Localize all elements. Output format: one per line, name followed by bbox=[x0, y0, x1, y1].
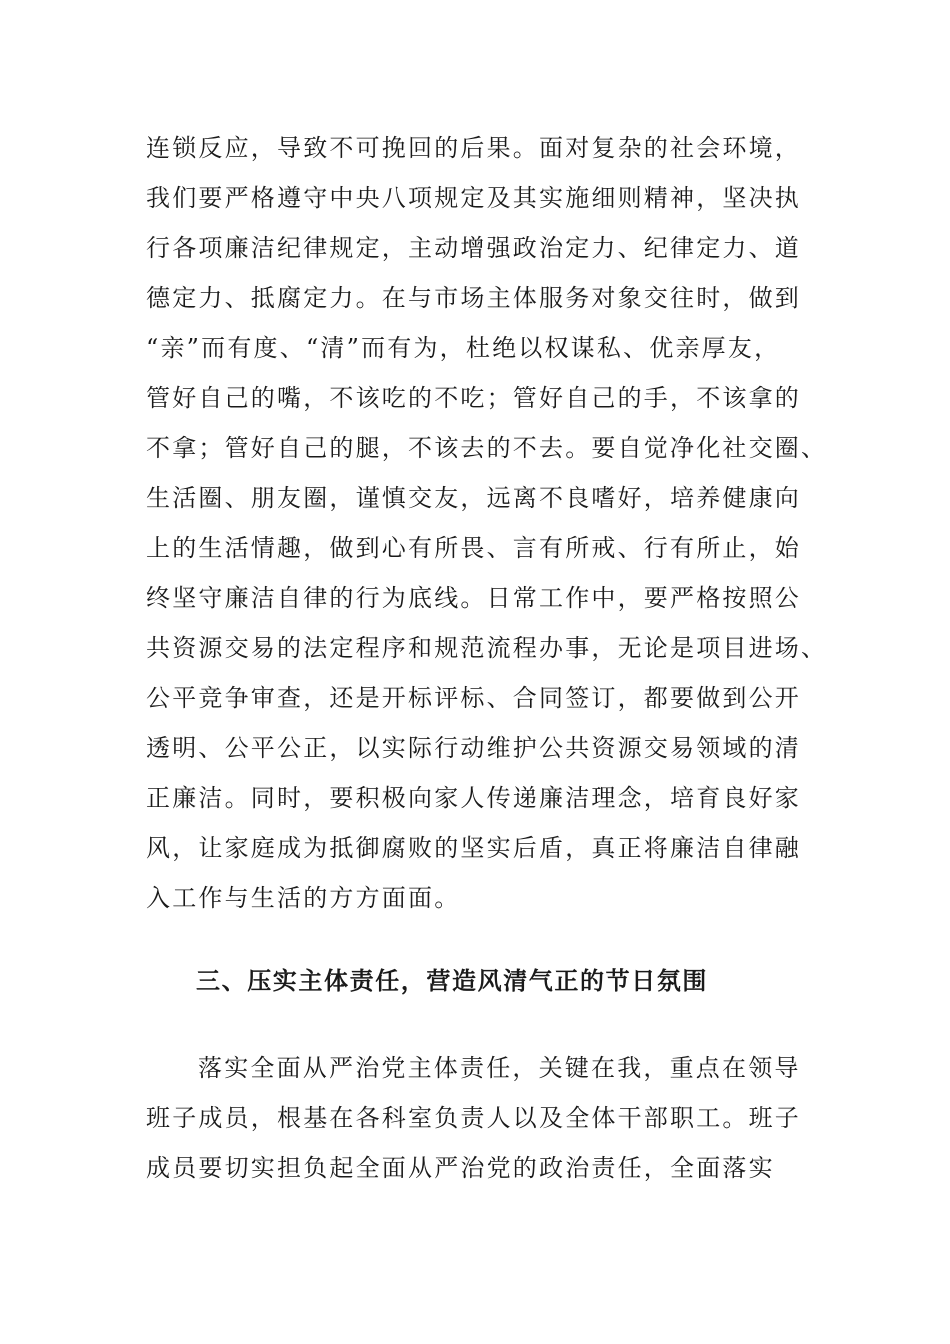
text-line: 风，让家庭成为抵御腐败的坚实后盾，真正将廉洁自律融 bbox=[146, 834, 801, 862]
body-paragraph-2 bbox=[146, 1043, 806, 1193]
text-line: 德定力、抵腐定力。在与市场主体服务对象交往时，做到 bbox=[146, 284, 801, 312]
text-line: 上的生活情趣，做到心有所畏、言有所戒、行有所止，始 bbox=[146, 534, 801, 562]
text-line: 透明、公平公正，以实际行动维护公共资源交易领域的清 bbox=[146, 734, 801, 762]
text-line: 落实全面从严治党主体责任，关键在我，重点在领导 bbox=[198, 1054, 801, 1082]
text-line: 正廉洁。同时，要积极向家人传递廉洁理念，培育良好家 bbox=[146, 784, 801, 812]
section-heading: 三、压实主体责任，营造风清气正的节日氛围 bbox=[196, 967, 708, 995]
text-line: 行各项廉洁纪律规定，主动增强政治定力、纪律定力、道 bbox=[146, 234, 801, 262]
body-paragraph-1 bbox=[146, 123, 828, 923]
text-line: 不拿；管好自己的腿，不该去的不去。要自觉净化社交圈、 bbox=[146, 434, 828, 462]
text-line: 终坚守廉洁自律的行为底线。日常工作中，要严格按照公 bbox=[146, 584, 801, 612]
text-line: 管好自己的嘴，不该吃的不吃；管好自己的手，不该拿的 bbox=[146, 384, 801, 412]
text-line: 连锁反应，导致不可挽回的后果。面对复杂的社会环境， bbox=[146, 134, 801, 162]
text-line: 共资源交易的法定程序和规范流程办事，无论是项目进场、 bbox=[146, 634, 828, 662]
text-line: 班子成员，根基在各科室负责人以及全体干部职工。班子 bbox=[146, 1104, 801, 1132]
text-line: 公平竞争审查，还是开标评标、合同签订，都要做到公开 bbox=[146, 684, 801, 712]
text-line: 入工作与生活的方方面面。 bbox=[146, 884, 461, 912]
text-line: 成员要切实担负起全面从严治党的政治责任，全面落实 bbox=[146, 1154, 775, 1182]
text-line: “亲”而有度、“清”而有为，杜绝以权谋私、优亲厚友， bbox=[146, 334, 781, 362]
text-line: 生活圈、朋友圈，谨慎交友，远离不良嗜好，培养健康向 bbox=[146, 484, 801, 512]
text-line: 我们要严格遵守中央八项规定及其实施细则精神，坚决执 bbox=[146, 184, 801, 212]
